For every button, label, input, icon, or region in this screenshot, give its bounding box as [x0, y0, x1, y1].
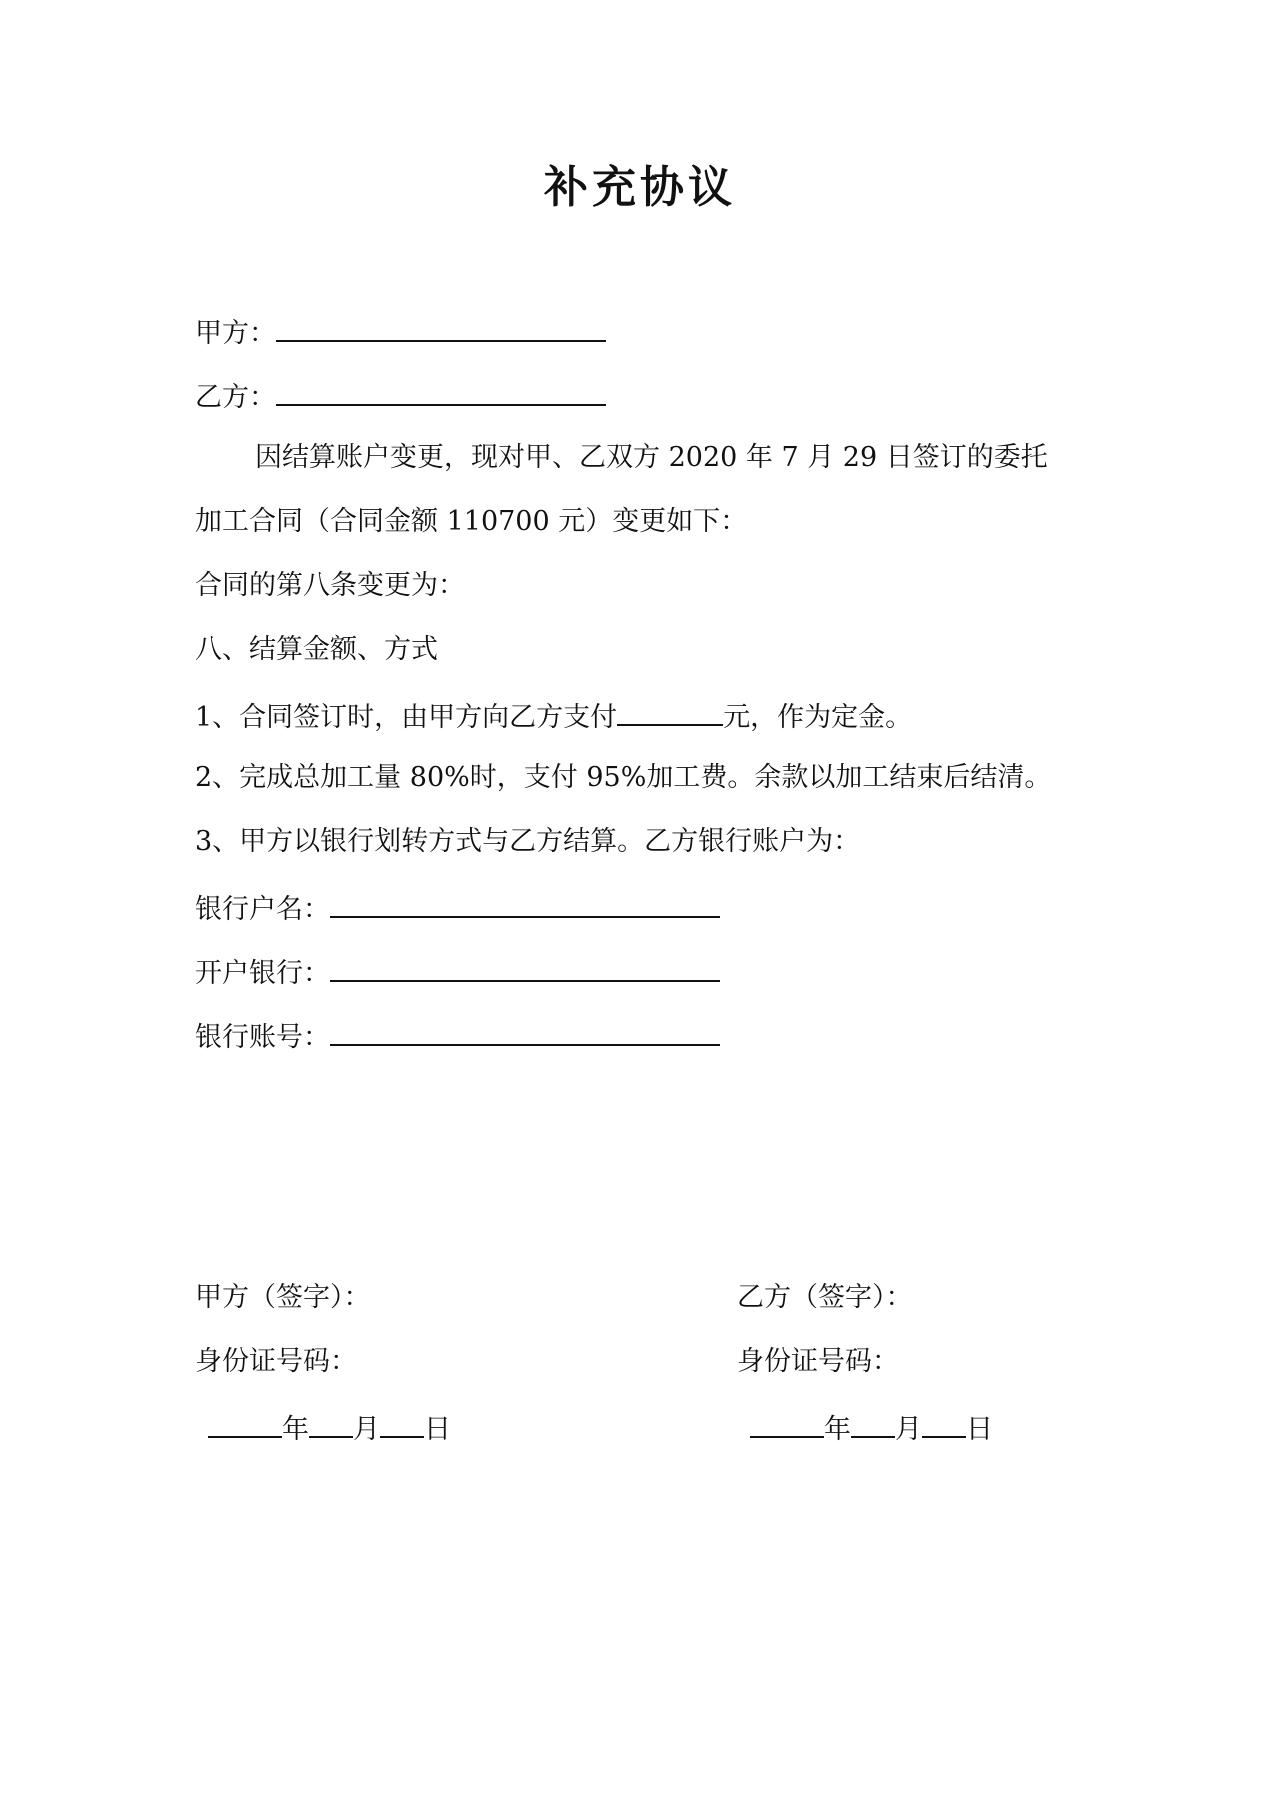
- party-a-month-blank[interactable]: [309, 1406, 353, 1438]
- bank-account-label: 银行账号：: [195, 1022, 330, 1053]
- item-3: 3、甲方以银行划转方式与乙方结算。乙方银行账户为：: [195, 826, 861, 857]
- intro-line-1: 因结算账户变更，现对甲、乙双方 2020 年 7 月 29 日签订的委托: [255, 442, 1048, 473]
- party-a-date: [208, 1406, 451, 1450]
- party-b-day-label: 日: [966, 1414, 993, 1445]
- intro-line-2: 加工合同（合同金额 110700 元）变更如下：: [195, 506, 748, 537]
- item-1: [195, 694, 912, 738]
- party-b-year-blank[interactable]: [750, 1406, 824, 1438]
- party-b-year-label: 年: [824, 1414, 851, 1445]
- bank-name-line: [195, 886, 720, 930]
- bank-branch-line: [195, 950, 720, 994]
- party-a-blank[interactable]: [276, 310, 606, 342]
- bank-branch-blank[interactable]: [330, 950, 720, 982]
- party-a-day-label: 日: [424, 1414, 451, 1445]
- bank-name-blank[interactable]: [330, 886, 720, 918]
- party-a-signature-label: 甲方（签字）：: [195, 1282, 371, 1313]
- clause-heading: 合同的第八条变更为：: [195, 570, 465, 601]
- deposit-amount-blank[interactable]: [617, 694, 723, 726]
- party-a-day-blank[interactable]: [380, 1406, 424, 1438]
- party-b-date: [750, 1406, 993, 1450]
- item-1-suffix: 元，作为定金。: [723, 702, 913, 733]
- party-b-label: 乙方：: [195, 382, 276, 413]
- bank-account-blank[interactable]: [330, 1014, 720, 1046]
- bank-name-label: 银行户名：: [195, 894, 330, 925]
- document-title: 补充协议: [544, 162, 736, 213]
- party-b-blank[interactable]: [276, 374, 606, 406]
- item-1-prefix: 1、合同签订时，由甲方向乙方支付: [195, 702, 618, 733]
- clause-title: 八、结算金额、方式: [195, 634, 438, 665]
- bank-branch-label: 开户银行：: [195, 958, 330, 989]
- party-a-month-label: 月: [353, 1414, 380, 1445]
- party-b-day-blank[interactable]: [922, 1406, 966, 1438]
- bank-account-line: [195, 1014, 720, 1058]
- party-b-line: [195, 374, 606, 418]
- party-a-line: [195, 310, 606, 354]
- party-a-year-label: 年: [282, 1414, 309, 1445]
- party-b-month-blank[interactable]: [851, 1406, 895, 1438]
- party-a-label: 甲方：: [195, 318, 276, 349]
- party-a-year-blank[interactable]: [208, 1406, 282, 1438]
- party-b-signature-label: 乙方（签字）：: [737, 1282, 913, 1313]
- party-b-month-label: 月: [895, 1414, 922, 1445]
- party-b-id-label: 身份证号码：: [737, 1346, 899, 1377]
- item-2: 2、完成总加工量 80%时，支付 95%加工费。余款以加工结束后结清。: [195, 762, 1052, 793]
- party-a-id-label: 身份证号码：: [195, 1346, 357, 1377]
